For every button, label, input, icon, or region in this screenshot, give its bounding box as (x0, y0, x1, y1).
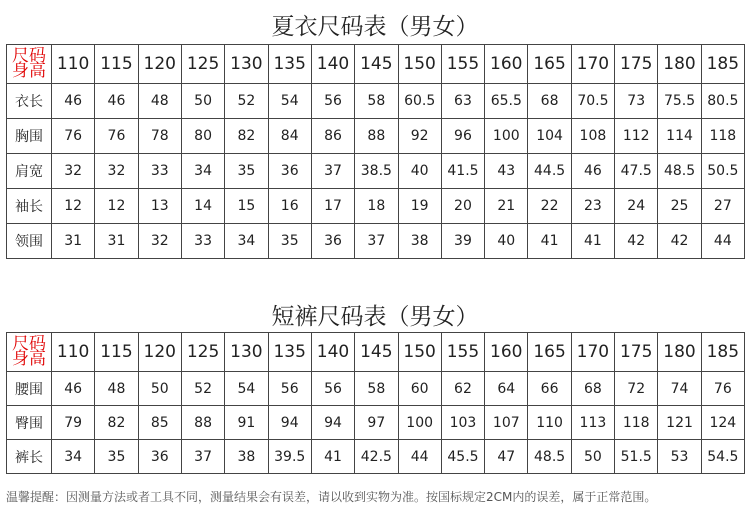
measurement-cell: 76 (95, 119, 138, 154)
table-row (7, 406, 745, 440)
size-header-cell: 155 (441, 45, 484, 84)
size-header-cell: 165 (528, 45, 571, 84)
measurement-cell: 56 (268, 372, 311, 406)
measurement-cell: 78 (138, 119, 181, 154)
measurement-cell: 47 (485, 440, 528, 474)
size-header-cell: 175 (615, 333, 658, 372)
measurement-cell: 74 (658, 372, 701, 406)
size-header-cell: 185 (701, 333, 744, 372)
measurement-cell: 31 (52, 224, 95, 259)
header-row (7, 45, 745, 84)
measurement-cell: 50.5 (701, 154, 744, 189)
table-row (7, 119, 745, 154)
size-header-cell: 145 (355, 45, 398, 84)
measurement-cell: 48.5 (528, 440, 571, 474)
measurement-cell: 37 (355, 224, 398, 259)
size-header-cell: 150 (398, 45, 441, 84)
size-header-cell: 125 (181, 45, 224, 84)
size-header-cell: 150 (398, 333, 441, 372)
row-label-cell: 肩宽 (7, 154, 52, 189)
measurement-cell: 41 (311, 440, 354, 474)
measurement-cell: 44 (701, 224, 744, 259)
measurement-cell: 50 (571, 440, 614, 474)
measurement-cell: 24 (615, 189, 658, 224)
measurement-cell: 121 (658, 406, 701, 440)
measurement-cell: 33 (181, 224, 224, 259)
corner-size-label: 尺码 (12, 334, 46, 354)
size-header-cell: 135 (268, 45, 311, 84)
measurement-cell: 56 (311, 372, 354, 406)
measurement-cell: 38.5 (355, 154, 398, 189)
measurement-cell: 88 (181, 406, 224, 440)
size-header-cell: 180 (658, 45, 701, 84)
measurement-cell: 32 (95, 154, 138, 189)
size-header-cell: 185 (701, 45, 744, 84)
measurement-cell: 41.5 (441, 154, 484, 189)
measurement-cell: 64 (485, 372, 528, 406)
corner-cell (7, 45, 52, 84)
size-header-cell: 115 (95, 45, 138, 84)
row-label-cell: 领围 (7, 224, 52, 259)
measurement-cell: 32 (138, 224, 181, 259)
measurement-cell: 50 (181, 84, 224, 119)
measurement-cell: 44.5 (528, 154, 571, 189)
row-label-cell: 腰围 (7, 372, 52, 406)
measurement-cell: 118 (615, 406, 658, 440)
measurement-cell: 38 (225, 440, 268, 474)
measurement-cell: 100 (398, 406, 441, 440)
table-row (7, 372, 745, 406)
size-header-cell: 110 (52, 333, 95, 372)
corner-height-label: 身高 (12, 61, 46, 81)
size-header-cell: 160 (485, 333, 528, 372)
measurement-cell: 42 (658, 224, 701, 259)
measurement-cell: 54 (268, 84, 311, 119)
measurement-cell: 42 (615, 224, 658, 259)
measurement-cell: 82 (95, 406, 138, 440)
measurement-cell: 54.5 (701, 440, 744, 474)
shorts-size-table (6, 332, 745, 474)
measurement-cell: 34 (225, 224, 268, 259)
measurement-cell: 73 (615, 84, 658, 119)
size-header-cell: 130 (225, 45, 268, 84)
measurement-cell: 36 (138, 440, 181, 474)
measurement-cell: 35 (225, 154, 268, 189)
measurement-cell: 58 (355, 372, 398, 406)
measurement-cell: 84 (268, 119, 311, 154)
measurement-cell: 25 (658, 189, 701, 224)
measurement-cell: 45.5 (441, 440, 484, 474)
measurement-cell: 42.5 (355, 440, 398, 474)
row-label-cell: 胸围 (7, 119, 52, 154)
size-header-cell: 115 (95, 333, 138, 372)
measurement-cell: 46 (571, 154, 614, 189)
measurement-cell: 110 (528, 406, 571, 440)
measurement-cell: 32 (52, 154, 95, 189)
measurement-cell: 27 (701, 189, 744, 224)
size-header-cell: 125 (181, 333, 224, 372)
measurement-cell: 35 (268, 224, 311, 259)
measurement-cell: 16 (268, 189, 311, 224)
measurement-cell: 46 (52, 372, 95, 406)
measurement-cell: 18 (355, 189, 398, 224)
measurement-cell: 80.5 (701, 84, 744, 119)
table-row (7, 84, 745, 119)
measurement-cell: 44 (398, 440, 441, 474)
measurement-cell: 53 (658, 440, 701, 474)
size-header-cell: 110 (52, 45, 95, 84)
measurement-cell: 43 (485, 154, 528, 189)
measurement-cell: 91 (225, 406, 268, 440)
measurement-cell: 15 (225, 189, 268, 224)
size-header-cell: 130 (225, 333, 268, 372)
row-label-cell: 裤长 (7, 440, 52, 474)
size-header-cell: 160 (485, 45, 528, 84)
size-header-cell: 145 (355, 333, 398, 372)
measurement-cell: 94 (311, 406, 354, 440)
measurement-cell: 51.5 (615, 440, 658, 474)
measurement-cell: 124 (701, 406, 744, 440)
measurement-cell: 58 (355, 84, 398, 119)
measurement-cell: 37 (311, 154, 354, 189)
measurement-cell: 12 (52, 189, 95, 224)
measurement-cell: 12 (95, 189, 138, 224)
measurement-cell: 14 (181, 189, 224, 224)
measurement-cell: 48.5 (658, 154, 701, 189)
measurement-cell: 36 (311, 224, 354, 259)
size-header-cell: 180 (658, 333, 701, 372)
table-row (7, 440, 745, 474)
measurement-cell: 21 (485, 189, 528, 224)
measurement-cell: 80 (181, 119, 224, 154)
measurement-cell: 23 (571, 189, 614, 224)
measurement-cell: 72 (615, 372, 658, 406)
row-label-cell: 衣长 (7, 84, 52, 119)
corner-size-label: 尺码 (12, 46, 46, 66)
measurement-cell: 40 (485, 224, 528, 259)
measurement-cell: 22 (528, 189, 571, 224)
measurement-cell: 114 (658, 119, 701, 154)
measurement-cell: 68 (571, 372, 614, 406)
table-row (7, 224, 745, 259)
measurement-cell: 107 (485, 406, 528, 440)
size-header-cell: 135 (268, 333, 311, 372)
measurement-cell: 85 (138, 406, 181, 440)
measurement-cell: 38 (398, 224, 441, 259)
measurement-cell: 17 (311, 189, 354, 224)
measurement-cell: 31 (95, 224, 138, 259)
measurement-cell: 88 (355, 119, 398, 154)
size-header-cell: 165 (528, 333, 571, 372)
size-header-cell: 170 (571, 333, 614, 372)
measurement-cell: 50 (138, 372, 181, 406)
measurement-cell: 68 (528, 84, 571, 119)
measurement-cell: 52 (225, 84, 268, 119)
row-label-cell: 袖长 (7, 189, 52, 224)
table-row (7, 154, 745, 189)
header-row (7, 333, 745, 372)
measurement-cell: 34 (52, 440, 95, 474)
measurement-cell: 39.5 (268, 440, 311, 474)
measurement-cell: 48 (95, 372, 138, 406)
size-header-cell: 175 (615, 45, 658, 84)
measurement-cell: 48 (138, 84, 181, 119)
measurement-cell: 97 (355, 406, 398, 440)
measurement-cell: 13 (138, 189, 181, 224)
measurement-cell: 46 (95, 84, 138, 119)
size-header-cell: 155 (441, 333, 484, 372)
measurement-cell: 94 (268, 406, 311, 440)
measurement-cell: 113 (571, 406, 614, 440)
summer-top-size-table (6, 44, 745, 259)
corner-height-label: 身高 (12, 349, 46, 369)
shorts-size-chart-title: 短裤尺码表（男女） (271, 304, 479, 330)
measurement-cell: 20 (441, 189, 484, 224)
measurement-cell: 79 (52, 406, 95, 440)
measurement-cell: 92 (398, 119, 441, 154)
measurement-cell: 103 (441, 406, 484, 440)
measurement-cell: 47.5 (615, 154, 658, 189)
measurement-cell: 46 (52, 84, 95, 119)
corner-cell (7, 333, 52, 372)
measurement-cell: 118 (701, 119, 744, 154)
measurement-cell: 40 (398, 154, 441, 189)
size-header-cell: 140 (311, 45, 354, 84)
size-header-cell: 120 (138, 333, 181, 372)
measurement-cell: 63 (441, 84, 484, 119)
measurement-cell: 36 (268, 154, 311, 189)
measurement-cell: 70.5 (571, 84, 614, 119)
measurement-cell: 108 (571, 119, 614, 154)
measurement-cell: 112 (615, 119, 658, 154)
measurement-cell: 100 (485, 119, 528, 154)
measurement-cell: 86 (311, 119, 354, 154)
size-header-cell: 140 (311, 333, 354, 372)
measurement-cell: 76 (701, 372, 744, 406)
measurement-cell: 104 (528, 119, 571, 154)
measurement-cell: 60.5 (398, 84, 441, 119)
measurement-cell: 66 (528, 372, 571, 406)
measurement-cell: 56 (311, 84, 354, 119)
measurement-cell: 54 (225, 372, 268, 406)
measurement-cell: 60 (398, 372, 441, 406)
measurement-cell: 52 (181, 372, 224, 406)
measurement-cell: 39 (441, 224, 484, 259)
measurement-cell: 34 (181, 154, 224, 189)
measurement-cell: 76 (52, 119, 95, 154)
measurement-cell: 35 (95, 440, 138, 474)
summer-top-size-chart-title: 夏衣尺码表（男女） (271, 14, 479, 40)
measurement-cell: 37 (181, 440, 224, 474)
measurement-cell: 19 (398, 189, 441, 224)
size-header-cell: 170 (571, 45, 614, 84)
measurement-note: 温馨提醒：因测量方法或者工具不同，测量结果会有误差，请以收到实物为准。按国标规定2CM内的误差，属于正常范围。 (6, 490, 657, 504)
measurement-cell: 96 (441, 119, 484, 154)
table-row (7, 189, 745, 224)
measurement-cell: 65.5 (485, 84, 528, 119)
row-label-cell: 臀围 (7, 406, 52, 440)
measurement-cell: 62 (441, 372, 484, 406)
measurement-cell: 82 (225, 119, 268, 154)
measurement-cell: 75.5 (658, 84, 701, 119)
measurement-cell: 41 (571, 224, 614, 259)
measurement-cell: 41 (528, 224, 571, 259)
measurement-cell: 33 (138, 154, 181, 189)
size-header-cell: 120 (138, 45, 181, 84)
